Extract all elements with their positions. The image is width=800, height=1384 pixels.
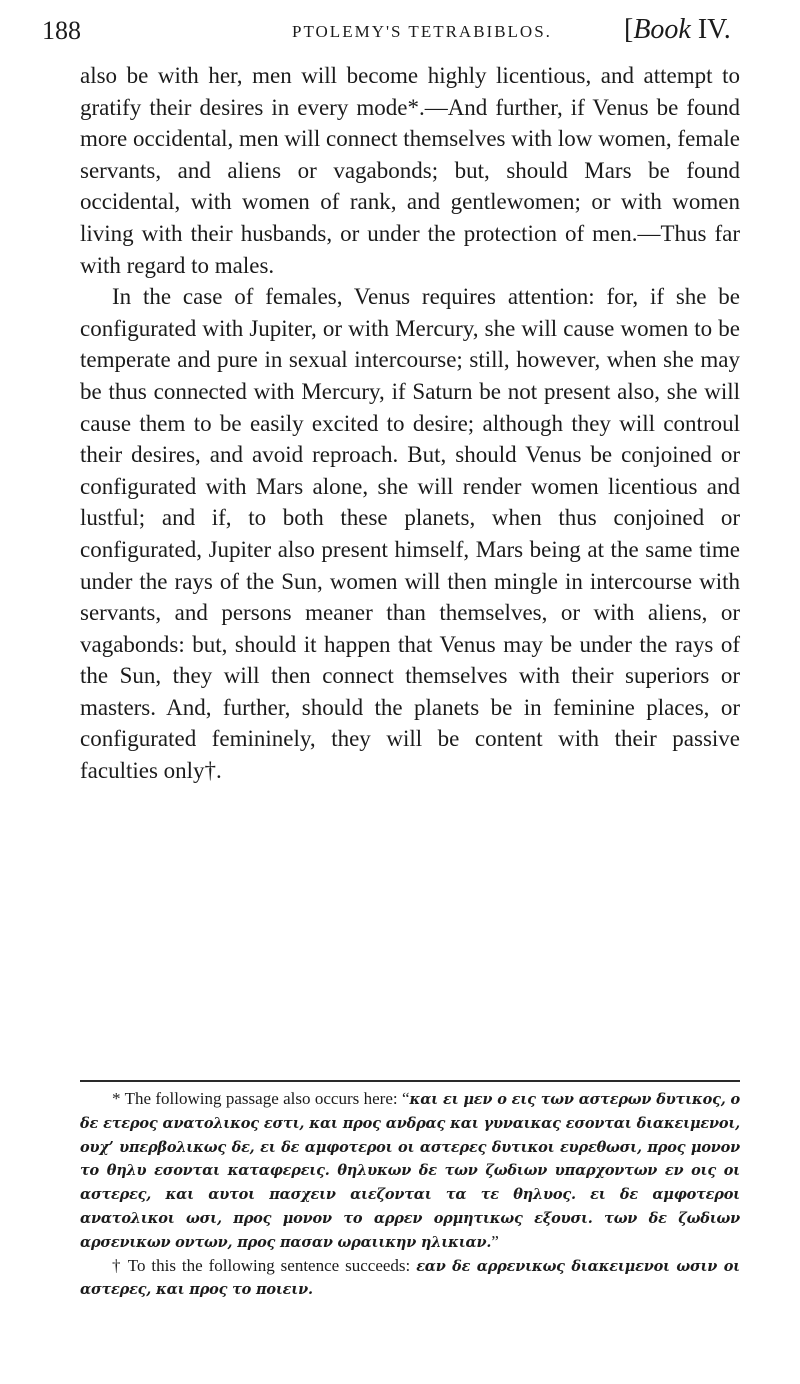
paragraph-2: In the case of females, Venus requires attention: for, if she be configurated with Jupiter, or with Mercury, she will cause women to be temperate and pure in sexual intercourse; still, however, when she may be thus connected with Mercury, if Saturn be not present also, she will cause them to be easily excited to desire; although they will controul their desires, and avoid reproach. But, should Venus be conjoined or configurated with Mars alone, she will render women licentious and lustful; and if, to both these planets, when thus conjoined or configurated, Jupiter also present himself, Mars being at the same time under the rays of the Sun, women will then mingle in intercourse with servants, and persons meaner than themselves, or with aliens, or vagabonds: but, should it happen that Venus may be under the rays of the Sun, they will then connect themselves with their superiors or masters. And, further, should the planets be in feminine places, or configurated femininely, they will be content with their passive faculties only†. xyxy=(80,284,740,784)
footnote-2-greek: εαν δε αρρενικως διακειμενοι ωσιν οι αστερες, και προς το ποιειν. xyxy=(80,1257,740,1299)
running-title: PTOLEMY'S TETRABIBLOS. xyxy=(292,22,552,41)
book-label xyxy=(624,14,731,46)
footnotes xyxy=(80,1088,740,1302)
footnote-1-intro: * The following passage also occurs here: “ xyxy=(112,1089,410,1108)
main-text xyxy=(80,60,740,787)
footnote-1 xyxy=(80,1088,740,1255)
book-bracket: [ xyxy=(624,14,634,45)
footnote-1-close: ” xyxy=(491,1231,499,1251)
footnote-2 xyxy=(80,1255,740,1303)
book-numeral: IV. xyxy=(690,14,731,45)
paragraph-1: also be with her, men will become highly licentious, and attempt to gratify their desires in every mode*.—And further, if Venus be found more occidental, men will connect themselves with low women, female servants, and aliens or vagabonds; but, should Mars be found occidental, with women of rank, and gentlewomen; or with women living with their husbands, or under the protection of men.—Thus far with regard to males. xyxy=(80,63,740,278)
footnote-2-intro: † To this the following sentence succeeds: xyxy=(112,1255,417,1275)
running-head xyxy=(42,12,768,46)
footnote-rule xyxy=(80,1080,740,1082)
page-number: 188 xyxy=(42,16,81,45)
footnote-1-greek: και ει μεν ο εις των αστερων δυτικος, ο δε ετερος ανατολικος εστι, και προς ανδρας και γυναικας εσονται διακειμενοι, ουχ’ υπερβολικως δε, ει δε αμφοτεροι οι αστερες δυτικοι ευρεθωσι, προς μονον το θηλυ εσονται καταφερεις. θηλυκων δε των ζωδιων υπαρχοντων εν οις οι αστερες, και αυτοι πασχειν αιεζονται τα τε θηλυος. ει δε αμφοτεροι ανατολικοι ωσι, προς μονον το αρρεν ορμητικως εξουσι. των δε ζωδιων αρσενικων οντων, προς πασαν ωραιικην ηλικιαν. xyxy=(80,1091,740,1251)
book-word: Book xyxy=(633,14,691,45)
